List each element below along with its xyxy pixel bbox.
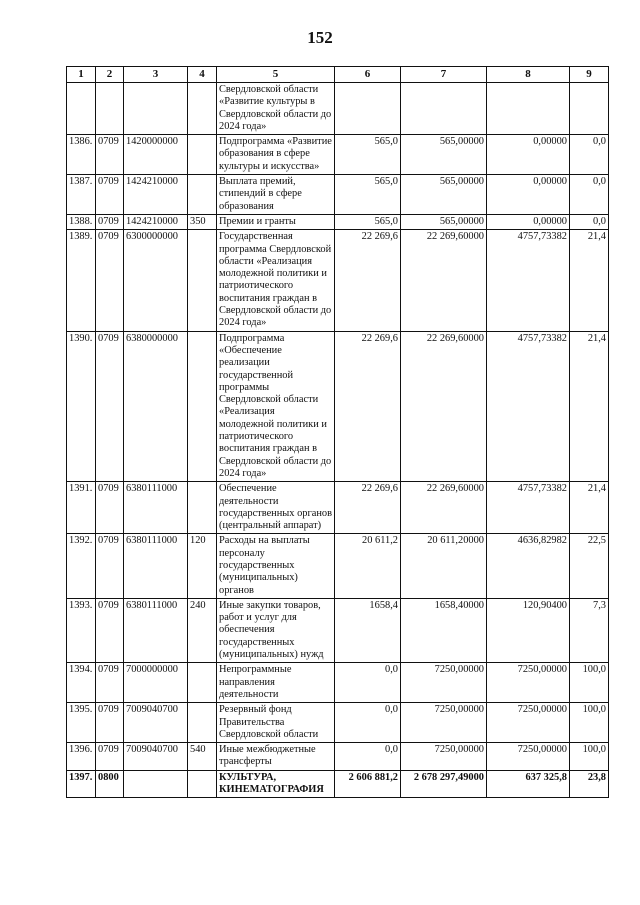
refined-amount-cell: 565,00000 (401, 214, 487, 229)
refined-amount-cell (401, 83, 487, 135)
row-number-cell: 1390. (67, 331, 96, 482)
expense-type-cell (188, 175, 217, 215)
header-cell: 8 (487, 67, 570, 83)
row-number-cell: 1387. (67, 175, 96, 215)
header-cell: 7 (401, 67, 487, 83)
table-row (67, 598, 609, 662)
execution-percent-cell: 23,8 (570, 770, 609, 798)
row-number-cell: 1386. (67, 135, 96, 175)
execution-percent-cell: 0,0 (570, 214, 609, 229)
target-article-cell: 7000000000 (124, 663, 188, 703)
table-row (67, 770, 609, 798)
refined-amount-cell: 22 269,60000 (401, 331, 487, 482)
executed-amount-cell: 4757,73382 (487, 331, 570, 482)
section-code-cell: 0709 (96, 743, 124, 771)
expense-type-cell (188, 83, 217, 135)
approved-amount-cell: 565,0 (335, 214, 401, 229)
expense-type-cell (188, 230, 217, 331)
target-article-cell: 1420000000 (124, 135, 188, 175)
approved-amount-cell: 22 269,6 (335, 230, 401, 331)
item-name-cell: Иные закупки товаров, работ и услуг для обеспечения государственных (муниципальных) нужд (217, 598, 335, 662)
expense-type-cell (188, 663, 217, 703)
target-article-cell: 1424210000 (124, 175, 188, 215)
approved-amount-cell (335, 83, 401, 135)
target-article-cell: 6380000000 (124, 331, 188, 482)
table-row (67, 482, 609, 534)
target-article-cell: 6380111000 (124, 534, 188, 598)
item-name-cell: Обеспечение деятельности государственных органов (центральный аппарат) (217, 482, 335, 534)
item-name-cell: Расходы на выплаты персоналу государственных (муниципальных) органов (217, 534, 335, 598)
executed-amount-cell: 7250,00000 (487, 743, 570, 771)
refined-amount-cell: 565,00000 (401, 175, 487, 215)
section-code-cell: 0709 (96, 703, 124, 743)
executed-amount-cell: 120,90400 (487, 598, 570, 662)
expense-type-cell: 350 (188, 214, 217, 229)
expense-type-cell (188, 135, 217, 175)
approved-amount-cell: 565,0 (335, 135, 401, 175)
expense-type-cell: 240 (188, 598, 217, 662)
page-number: 152 (307, 28, 333, 47)
refined-amount-cell: 20 611,20000 (401, 534, 487, 598)
execution-percent-cell: 100,0 (570, 663, 609, 703)
item-name-cell: Подпрограмма «Развитие образования в сфере культуры и искусства» (217, 135, 335, 175)
refined-amount-cell: 22 269,60000 (401, 230, 487, 331)
executed-amount-cell: 4636,82982 (487, 534, 570, 598)
table-row (67, 230, 609, 331)
execution-percent-cell: 21,4 (570, 331, 609, 482)
section-code-cell: 0709 (96, 534, 124, 598)
refined-amount-cell: 2 678 297,49000 (401, 770, 487, 798)
refined-amount-cell: 7250,00000 (401, 703, 487, 743)
executed-amount-cell: 7250,00000 (487, 663, 570, 703)
expense-type-cell: 120 (188, 534, 217, 598)
executed-amount-cell: 0,00000 (487, 135, 570, 175)
table-row (67, 214, 609, 229)
row-number-cell: 1397. (67, 770, 96, 798)
approved-amount-cell: 22 269,6 (335, 331, 401, 482)
section-code-cell: 0800 (96, 770, 124, 798)
expense-type-cell (188, 770, 217, 798)
row-number-cell: 1393. (67, 598, 96, 662)
row-number-cell: 1394. (67, 663, 96, 703)
item-name-cell: Непрограммные направления деятельности (217, 663, 335, 703)
approved-amount-cell: 565,0 (335, 175, 401, 215)
target-article-cell: 6380111000 (124, 482, 188, 534)
target-article-cell: 6300000000 (124, 230, 188, 331)
target-article-cell (124, 770, 188, 798)
refined-amount-cell: 7250,00000 (401, 743, 487, 771)
table-row (67, 703, 609, 743)
item-name-cell: Государственная программа Свердловской области «Реализация молодежной политики и патриотического воспитания граждан в Свердловской области до 2024 года» (217, 230, 335, 331)
table-row (67, 743, 609, 771)
target-article-cell (124, 83, 188, 135)
approved-amount-cell: 20 611,2 (335, 534, 401, 598)
target-article-cell: 7009040700 (124, 743, 188, 771)
table-row (67, 175, 609, 215)
approved-amount-cell: 1658,4 (335, 598, 401, 662)
expense-type-cell (188, 703, 217, 743)
target-article-cell: 1424210000 (124, 214, 188, 229)
approved-amount-cell: 2 606 881,2 (335, 770, 401, 798)
row-number-cell: 1391. (67, 482, 96, 534)
header-cell: 5 (217, 67, 335, 83)
executed-amount-cell: 637 325,8 (487, 770, 570, 798)
executed-amount-cell: 4757,73382 (487, 230, 570, 331)
section-code-cell (96, 83, 124, 135)
expense-type-cell (188, 331, 217, 482)
header-cell: 1 (67, 67, 96, 83)
header-cell: 3 (124, 67, 188, 83)
section-code-cell: 0709 (96, 135, 124, 175)
section-code-cell: 0709 (96, 331, 124, 482)
refined-amount-cell: 7250,00000 (401, 663, 487, 703)
refined-amount-cell: 22 269,60000 (401, 482, 487, 534)
budget-table (66, 66, 609, 798)
section-code-cell: 0709 (96, 482, 124, 534)
executed-amount-cell: 4757,73382 (487, 482, 570, 534)
section-code-cell: 0709 (96, 175, 124, 215)
execution-percent-cell: 21,4 (570, 482, 609, 534)
section-code-cell: 0709 (96, 598, 124, 662)
approved-amount-cell: 0,0 (335, 663, 401, 703)
table-row (67, 135, 609, 175)
section-code-cell: 0709 (96, 230, 124, 331)
header-cell: 4 (188, 67, 217, 83)
row-number-cell: 1388. (67, 214, 96, 229)
item-name-cell: Иные межбюджетные трансферты (217, 743, 335, 771)
executed-amount-cell: 7250,00000 (487, 703, 570, 743)
section-code-cell: 0709 (96, 214, 124, 229)
execution-percent-cell: 7,3 (570, 598, 609, 662)
expense-type-cell: 540 (188, 743, 217, 771)
row-number-cell: 1396. (67, 743, 96, 771)
expense-type-cell (188, 482, 217, 534)
execution-percent-cell: 100,0 (570, 703, 609, 743)
execution-percent-cell: 22,5 (570, 534, 609, 598)
executed-amount-cell (487, 83, 570, 135)
table-row (67, 663, 609, 703)
table-body (67, 83, 609, 798)
row-number-cell (67, 83, 96, 135)
item-name-cell: КУЛЬТУРА, КИНЕМАТОГРАФИЯ (217, 770, 335, 798)
execution-percent-cell: 0,0 (570, 175, 609, 215)
header-cell: 2 (96, 67, 124, 83)
item-name-cell: Резервный фонд Правительства Свердловской области (217, 703, 335, 743)
header-cell: 6 (335, 67, 401, 83)
target-article-cell: 6380111000 (124, 598, 188, 662)
target-article-cell: 7009040700 (124, 703, 188, 743)
approved-amount-cell: 0,0 (335, 743, 401, 771)
approved-amount-cell: 0,0 (335, 703, 401, 743)
approved-amount-cell: 22 269,6 (335, 482, 401, 534)
table-header-row (67, 67, 609, 83)
row-number-cell: 1395. (67, 703, 96, 743)
item-name-cell: Свердловской области «Развитие культуры в Свердловской области до 2024 года» (217, 83, 335, 135)
item-name-cell: Выплата премий, стипендий в сфере образования (217, 175, 335, 215)
executed-amount-cell: 0,00000 (487, 175, 570, 215)
row-number-cell: 1389. (67, 230, 96, 331)
execution-percent-cell (570, 83, 609, 135)
table-row (67, 534, 609, 598)
table-row (67, 331, 609, 482)
executed-amount-cell: 0,00000 (487, 214, 570, 229)
section-code-cell: 0709 (96, 663, 124, 703)
item-name-cell: Подпрограмма «Обеспечение реализации государственной программы Свердловской области «Реализация молодежной политики и патриотического воспитания граждан в Свердловской области до 2024 года» (217, 331, 335, 482)
execution-percent-cell: 21,4 (570, 230, 609, 331)
refined-amount-cell: 565,00000 (401, 135, 487, 175)
table-row (67, 83, 609, 135)
item-name-cell: Премии и гранты (217, 214, 335, 229)
refined-amount-cell: 1658,40000 (401, 598, 487, 662)
row-number-cell: 1392. (67, 534, 96, 598)
execution-percent-cell: 0,0 (570, 135, 609, 175)
header-cell: 9 (570, 67, 609, 83)
execution-percent-cell: 100,0 (570, 743, 609, 771)
